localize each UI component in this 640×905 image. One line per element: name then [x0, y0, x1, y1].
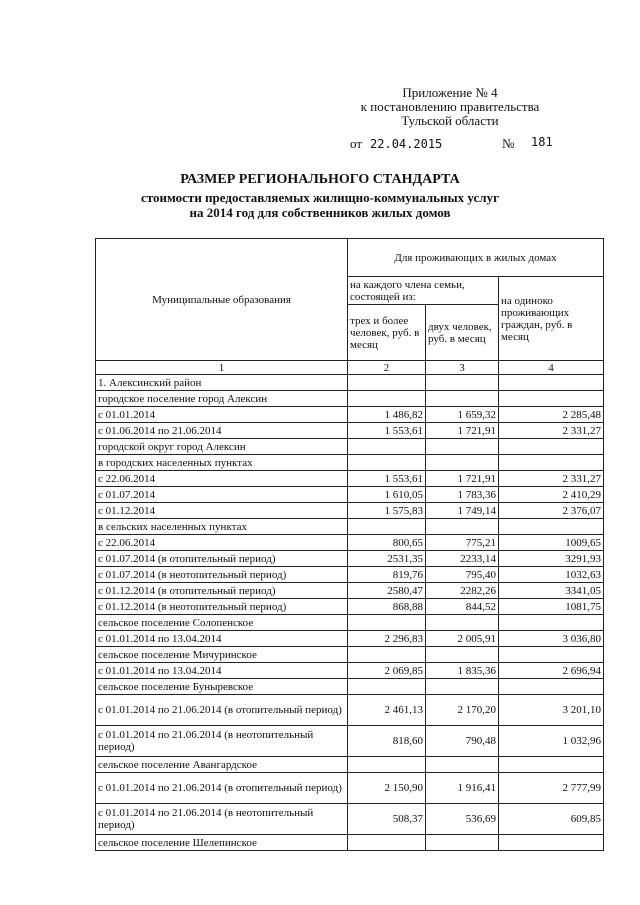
row-label: в сельских населенных пунктах	[96, 519, 348, 535]
value-single	[499, 375, 604, 391]
value-single	[499, 519, 604, 535]
value-three-plus: 2 150,90	[348, 773, 426, 804]
value-two	[426, 615, 499, 631]
value-two	[426, 757, 499, 773]
standards-table	[95, 238, 604, 851]
value-three-plus	[348, 757, 426, 773]
row-label: с 22.06.2014	[96, 471, 348, 487]
value-single	[499, 615, 604, 631]
table-row	[96, 519, 604, 535]
value-single: 2 331,27	[499, 423, 604, 439]
value-three-plus: 2 296,83	[348, 631, 426, 647]
value-single: 3 201,10	[499, 695, 604, 726]
table-row	[96, 599, 604, 615]
value-two: 1 783,36	[426, 487, 499, 503]
value-single: 3341,05	[499, 583, 604, 599]
value-single	[499, 647, 604, 663]
value-single: 1081,75	[499, 599, 604, 615]
value-three-plus: 1 553,61	[348, 423, 426, 439]
appendix-decree-ref: к постановлению правительства	[360, 99, 540, 114]
value-single: 609,85	[499, 804, 604, 835]
table-row	[96, 471, 604, 487]
col-number-4: 4	[499, 361, 604, 375]
value-two: 1 916,41	[426, 773, 499, 804]
row-label: в городских населенных пунктах	[96, 455, 348, 471]
header-three-plus: трех и более человек, руб. в месяц	[348, 305, 426, 361]
value-three-plus: 1 553,61	[348, 471, 426, 487]
doc-title: РАЗМЕР РЕГИОНАЛЬНОГО СТАНДАРТА	[180, 172, 460, 187]
value-three-plus: 2 069,85	[348, 663, 426, 679]
table-row	[96, 423, 604, 439]
col-number-2: 2	[348, 361, 426, 375]
table-row	[96, 615, 604, 631]
value-two	[426, 439, 499, 455]
table-row	[96, 647, 604, 663]
value-two: 1 659,32	[426, 407, 499, 423]
row-label: 1. Алексинский район	[96, 375, 348, 391]
value-three-plus: 868,88	[348, 599, 426, 615]
table-row	[96, 455, 604, 471]
value-three-plus: 818,60	[348, 726, 426, 757]
value-three-plus: 1 486,82	[348, 407, 426, 423]
table-row	[96, 375, 604, 391]
value-three-plus	[348, 647, 426, 663]
value-two: 1 835,36	[426, 663, 499, 679]
value-single: 2 285,48	[499, 407, 604, 423]
value-single	[499, 679, 604, 695]
row-label: с 01.07.2014 (в отопительный период)	[96, 551, 348, 567]
value-single	[499, 757, 604, 773]
value-single: 2 331,27	[499, 471, 604, 487]
value-three-plus	[348, 455, 426, 471]
value-three-plus	[348, 679, 426, 695]
table-row	[96, 503, 604, 519]
value-three-plus	[348, 391, 426, 407]
row-label: городское поселение город Алексин	[96, 391, 348, 407]
value-three-plus: 2 461,13	[348, 695, 426, 726]
value-two: 536,69	[426, 804, 499, 835]
value-two	[426, 455, 499, 471]
value-three-plus: 2531,35	[348, 551, 426, 567]
decree-number: 181	[531, 135, 553, 149]
value-two: 775,21	[426, 535, 499, 551]
row-label: с 01.07.2014 (в неотопительный период)	[96, 567, 348, 583]
appendix-block	[345, 86, 555, 128]
table-row	[96, 567, 604, 583]
value-three-plus	[348, 375, 426, 391]
value-two: 2 170,20	[426, 695, 499, 726]
table-row	[96, 726, 604, 757]
row-label: сельское поселение Шелепинское	[96, 835, 348, 851]
row-label: сельское поселение Авангардское	[96, 757, 348, 773]
value-single	[499, 835, 604, 851]
value-single: 3 036,80	[499, 631, 604, 647]
row-label: сельское поселение Буныревское	[96, 679, 348, 695]
row-label: с 01.01.2014 по 21.06.2014 (в отопительный период)	[96, 773, 348, 804]
value-single: 2 410,29	[499, 487, 604, 503]
table-row	[96, 631, 604, 647]
table-row	[96, 773, 604, 804]
value-two	[426, 679, 499, 695]
value-two	[426, 375, 499, 391]
table-row	[96, 695, 604, 726]
value-single: 2 777,99	[499, 773, 604, 804]
value-two	[426, 519, 499, 535]
table-row	[96, 391, 604, 407]
value-two: 2 005,91	[426, 631, 499, 647]
row-label: с 01.01.2014 по 21.06.2014 (в неотопительный период)	[96, 726, 348, 757]
value-single: 2 376,07	[499, 503, 604, 519]
row-label: с 01.12.2014 (в отопительный период)	[96, 583, 348, 599]
value-three-plus: 819,76	[348, 567, 426, 583]
value-two	[426, 391, 499, 407]
doc-subtitle-1: стоимости предоставляемых жилищно-коммунальных услуг	[141, 190, 499, 205]
value-single: 3291,93	[499, 551, 604, 567]
value-three-plus: 800,65	[348, 535, 426, 551]
row-label: с 01.07.2014	[96, 487, 348, 503]
value-two	[426, 647, 499, 663]
table-row	[96, 439, 604, 455]
value-single	[499, 455, 604, 471]
row-label: сельское поселение Мичуринское	[96, 647, 348, 663]
value-two: 2282,26	[426, 583, 499, 599]
value-three-plus	[348, 615, 426, 631]
col-number-3: 3	[426, 361, 499, 375]
value-single: 1 032,96	[499, 726, 604, 757]
row-label: с 01.12.2014 (в неотопительный период)	[96, 599, 348, 615]
header-two: двух человек, руб. в месяц	[426, 305, 499, 361]
row-label: сельское поселение Солопенское	[96, 615, 348, 631]
row-label: с 01.01.2014 по 13.04.2014	[96, 631, 348, 647]
table-row	[96, 487, 604, 503]
value-two: 1 721,91	[426, 471, 499, 487]
value-three-plus	[348, 519, 426, 535]
row-label: городской округ город Алексин	[96, 439, 348, 455]
table-row	[96, 407, 604, 423]
header-per-member: на каждого члена семьи, состоящей из:	[348, 277, 499, 305]
value-single	[499, 391, 604, 407]
header-municipal: Муниципальные образования	[96, 239, 348, 361]
table-row	[96, 757, 604, 773]
value-three-plus	[348, 835, 426, 851]
table-row	[96, 535, 604, 551]
table-row	[96, 583, 604, 599]
value-single: 1032,63	[499, 567, 604, 583]
row-label: с 22.06.2014	[96, 535, 348, 551]
value-two: 1 721,91	[426, 423, 499, 439]
appendix-number: Приложение № 4	[402, 85, 498, 100]
table-row	[96, 551, 604, 567]
doc-subtitle-2: на 2014 год для собственников жилых домов	[189, 205, 451, 220]
value-two: 795,40	[426, 567, 499, 583]
header-single: на одиноко проживающих граждан, руб. в месяц	[499, 277, 604, 361]
row-label: с 01.01.2014 по 13.04.2014	[96, 663, 348, 679]
col-number-1: 1	[96, 361, 348, 375]
row-label: с 01.01.2014 по 21.06.2014 (в неотопительный период)	[96, 804, 348, 835]
value-two: 790,48	[426, 726, 499, 757]
value-two: 1 749,14	[426, 503, 499, 519]
value-three-plus: 1 610,05	[348, 487, 426, 503]
value-three-plus	[348, 439, 426, 455]
row-label: с 01.01.2014	[96, 407, 348, 423]
value-two: 2233,14	[426, 551, 499, 567]
row-label: с 01.01.2014 по 21.06.2014 (в отопительный период)	[96, 695, 348, 726]
appendix-region: Тульской области	[401, 113, 499, 128]
value-three-plus: 508,37	[348, 804, 426, 835]
table-row	[96, 663, 604, 679]
decree-number-label: №	[502, 136, 515, 151]
header-residents: Для проживающих в жилых домах	[348, 239, 604, 277]
decree-date-line	[350, 135, 553, 152]
value-single: 2 696,94	[499, 663, 604, 679]
decree-date: 22.04.2015	[370, 137, 443, 151]
value-single: 1009,65	[499, 535, 604, 551]
value-two: 844,52	[426, 599, 499, 615]
value-single	[499, 439, 604, 455]
row-label: с 01.06.2014 по 21.06.2014	[96, 423, 348, 439]
table-row	[96, 835, 604, 851]
decree-from-label: от	[350, 136, 363, 151]
value-two	[426, 835, 499, 851]
value-three-plus: 1 575,83	[348, 503, 426, 519]
table-row	[96, 679, 604, 695]
value-three-plus: 2580,47	[348, 583, 426, 599]
table-row	[96, 804, 604, 835]
row-label: с 01.12.2014	[96, 503, 348, 519]
